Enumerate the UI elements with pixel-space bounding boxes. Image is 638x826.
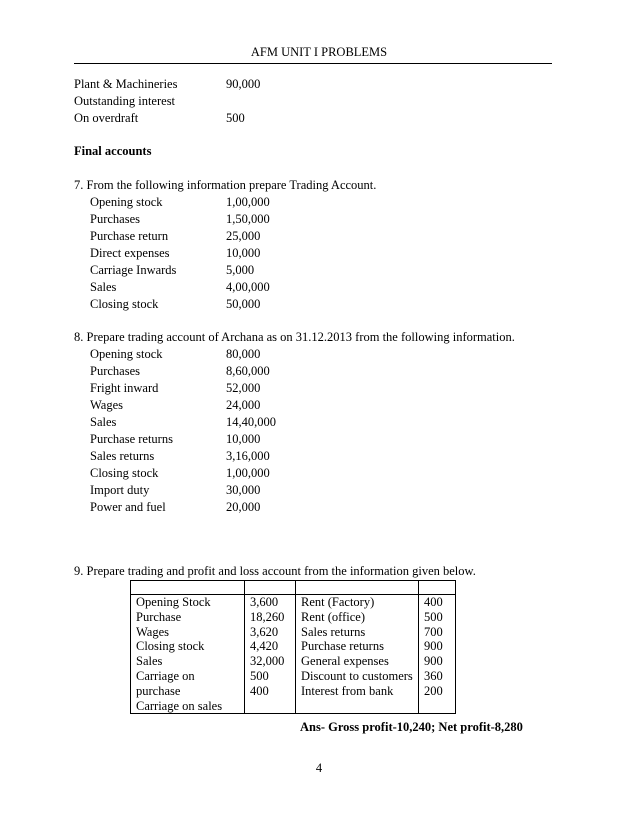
q8-value-0: 80,000 xyxy=(226,347,261,361)
q7-label-2: Purchase return xyxy=(90,229,169,243)
intro-label-2: On overdraft xyxy=(74,111,139,125)
right-label: Purchase returns xyxy=(301,639,384,654)
q8-value-9: 20,000 xyxy=(226,500,261,514)
left-values-cell xyxy=(245,595,296,714)
q8-label-7: Closing stock xyxy=(90,466,159,480)
left-label: Carriage on sales xyxy=(136,698,223,713)
q8-label-4: Sales xyxy=(90,415,117,429)
left-value: 400 xyxy=(250,683,269,698)
left-label: Closing stock xyxy=(136,639,205,654)
q8-label-6: Sales returns xyxy=(90,449,155,463)
left-value: 32,000 xyxy=(250,654,285,669)
q8-label-9: Power and fuel xyxy=(90,500,166,514)
q8-value-2: 52,000 xyxy=(226,381,261,395)
q8-value-7: 1,00,000 xyxy=(226,466,270,480)
intro-label-0: Plant & Machineries xyxy=(74,77,178,91)
header-rule xyxy=(74,63,552,64)
intro-label-1: Outstanding interest xyxy=(74,94,176,108)
left-label: Opening Stock xyxy=(136,595,211,609)
q8-label-2: Fright inward xyxy=(90,381,159,395)
right-value: 700 xyxy=(424,624,443,639)
q8-label-3: Wages xyxy=(90,398,124,412)
q7-label-3: Direct expenses xyxy=(90,246,170,260)
q8-value-3: 24,000 xyxy=(226,398,261,412)
q7-value-0: 1,00,000 xyxy=(226,195,270,209)
q8-label-0: Opening stock xyxy=(90,347,163,361)
left-label: purchase xyxy=(136,683,181,698)
left-value: 3,620 xyxy=(250,624,279,639)
right-value: 400 xyxy=(424,595,443,609)
q7-value-4: 5,000 xyxy=(226,263,255,277)
q7-label-1: Purchases xyxy=(90,212,140,226)
right-values-cell xyxy=(419,595,456,714)
q7-value-5: 4,00,000 xyxy=(226,280,270,294)
left-label: Purchase xyxy=(136,609,182,624)
q8-value-5: 10,000 xyxy=(226,432,261,446)
right-value: 900 xyxy=(424,639,443,654)
table-header-row xyxy=(131,581,456,595)
q7-label-6: Closing stock xyxy=(90,297,159,311)
q7-value-1: 1,50,000 xyxy=(226,212,270,226)
q8-value-6: 3,16,000 xyxy=(226,449,270,463)
q7-label-0: Opening stock xyxy=(90,195,163,209)
left-label: Carriage on xyxy=(136,668,195,683)
q8-label-8: Import duty xyxy=(90,483,150,497)
table-row xyxy=(131,595,456,714)
q7-label-5: Sales xyxy=(90,280,117,294)
page-header: AFM UNIT I PROBLEMS xyxy=(250,45,388,59)
right-label: Sales returns xyxy=(301,624,366,639)
q8-label-1: Purchases xyxy=(90,364,140,378)
q7-value-6: 50,000 xyxy=(226,297,261,311)
left-value: 500 xyxy=(250,668,269,683)
q7-value-2: 25,000 xyxy=(226,229,261,243)
left-value: 3,600 xyxy=(250,595,279,609)
right-label: Interest from bank xyxy=(301,683,394,698)
left-label: Wages xyxy=(136,624,170,639)
section-title: Final accounts xyxy=(74,144,152,158)
right-label: Discount to customers xyxy=(301,668,413,683)
right-label: Rent (Factory) xyxy=(301,595,375,609)
left-value: 4,420 xyxy=(250,639,279,654)
q8-value-1: 8,60,000 xyxy=(226,364,270,378)
q7-question: 7. From the following information prepare Trading Account. xyxy=(74,178,377,192)
q7-value-3: 10,000 xyxy=(226,246,261,260)
right-value: 500 xyxy=(424,609,443,624)
right-label: Rent (office) xyxy=(301,609,365,624)
right-value: 900 xyxy=(424,654,443,669)
q9-table xyxy=(130,580,456,714)
q7-label-4: Carriage Inwards xyxy=(90,263,177,277)
intro-value-0: 90,000 xyxy=(226,77,261,91)
right-labels-cell xyxy=(296,595,419,714)
q8-question: 8. Prepare trading account of Archana as on 31.12.2013 from the following information. xyxy=(74,330,515,344)
q9-question: 9. Prepare trading and profit and loss account from the information given below. xyxy=(74,564,476,578)
right-value: 200 xyxy=(424,683,443,698)
intro-value-2: 500 xyxy=(226,111,245,125)
left-labels-cell xyxy=(131,595,245,714)
q8-label-5: Purchase returns xyxy=(90,432,173,446)
q8-value-8: 30,000 xyxy=(226,483,261,497)
right-value: 360 xyxy=(424,668,443,683)
q9-answer: Ans- Gross profit-10,240; Net profit-8,280 xyxy=(300,720,523,734)
right-label: General expenses xyxy=(301,654,389,669)
page-number: 4 xyxy=(315,761,323,775)
q8-value-4: 14,40,000 xyxy=(226,415,276,429)
left-label: Sales xyxy=(136,654,163,669)
left-value: 18,260 xyxy=(250,609,285,624)
